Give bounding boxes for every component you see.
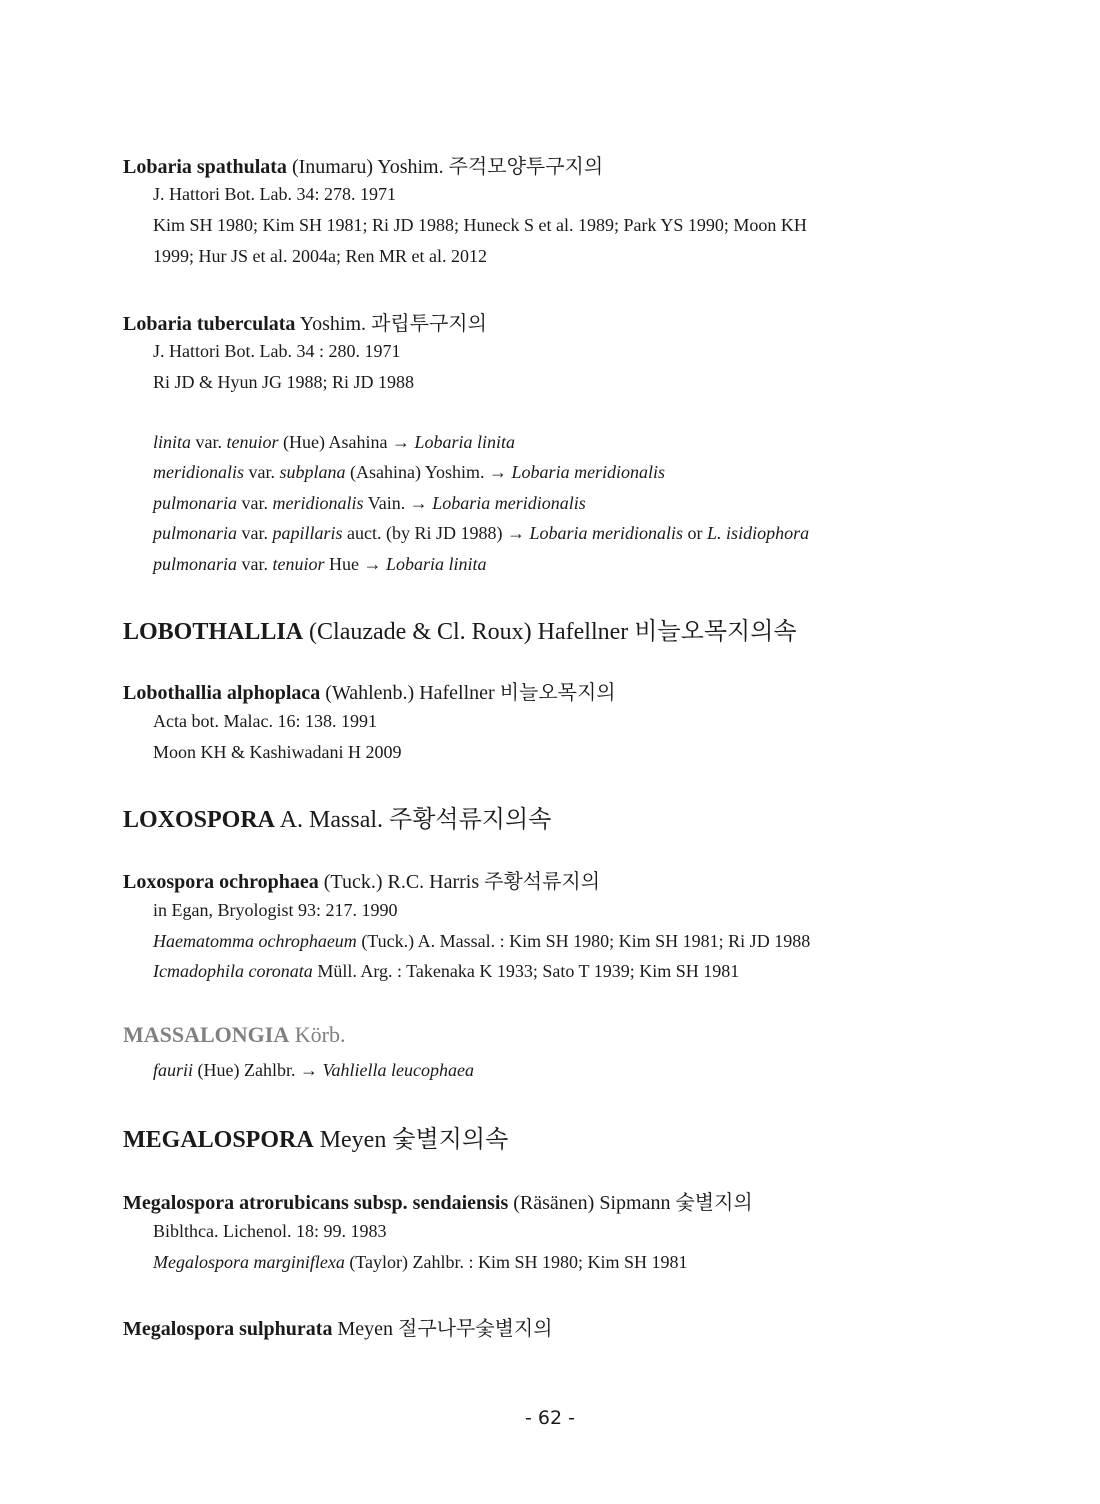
species-name: Megalospora sulphurata [123,1318,333,1340]
text-fragment: var. [195,432,223,452]
text-fragment: (Hue) Asahina [283,432,388,452]
korean-name: 주황석류지의속 [389,805,552,833]
publication-reference: J. Hattori Bot. Lab. 34 : 280. 1971 [153,341,401,361]
text-fragment: L. isidiophora [707,523,810,543]
text-fragment: pulmonaria [153,554,238,574]
text-fragment: (Hue) Zahlbr. [197,1060,296,1080]
literature-line: Moon KH & Kashiwadani H 2009 [153,742,402,762]
species-name: Lobothallia alphoplaca [123,682,321,704]
text-fragment: var. [241,554,269,574]
korean-name: 주걱모양투구지의 [448,154,604,178]
genus-heading [123,1022,345,1048]
genus-author: A. Massal. [279,807,384,833]
species-author: (Tuck.) R.C. Harris [323,871,480,893]
genus-name: LOBOTHALLIA [123,619,304,645]
text-fragment: or [687,523,703,543]
species-name: Lobaria spathulata [123,156,287,178]
synonym-line [153,554,487,575]
species-heading [123,865,600,894]
species-name: Loxospora ochrophaea [123,871,319,893]
synonym-line [153,432,515,453]
synonym-line [153,493,586,514]
genus-name: MASSALONGIA [123,1022,290,1047]
species-heading [123,150,603,179]
species-heading [123,1312,553,1341]
text-fragment: meridionalis [153,462,245,482]
text-fragment: Lobaria linita [386,554,487,574]
synonym-line [153,961,739,982]
text-fragment: linita [153,432,192,452]
species-heading [123,307,487,336]
text-fragment: var. [248,462,276,482]
genus-name: MEGALOSPORA [123,1127,314,1153]
species-author: (Inumaru) Yoshim. [291,156,444,178]
species-author: (Räsänen) Sipmann [513,1192,671,1214]
korean-name: 숯별지의 [675,1190,753,1214]
publication-reference: J. Hattori Bot. Lab. 34: 278. 1971 [153,184,396,204]
publication-reference: Acta bot. Malac. 16: 138. 1991 [153,711,377,731]
text-fragment: auct. (by Ri JD 1988) [347,523,503,543]
text-fragment: Megalospora marginiflexa [153,1252,345,1272]
text-fragment: tenuior [226,432,279,452]
text-fragment: Lobaria meridionalis [432,493,586,513]
genus-name: LOXOSPORA [123,807,276,833]
text-fragment: Lobaria linita [414,432,516,452]
korean-name: 절구나무숯별지의 [398,1316,553,1340]
text-fragment: var. [241,523,269,543]
publication-reference: Biblthca. Lichenol. 18: 99. 1983 [153,1221,387,1241]
arrow-icon: → [489,462,508,482]
text-fragment: Lobaria meridionalis [511,462,666,482]
species-heading [123,1186,753,1215]
genus-author: Körb. [294,1022,346,1047]
literature-line: Kim SH 1980; Kim SH 1981; Ri JD 1988; Huneck S et al. 1989; Park YS 1990; Moon KH [153,215,807,235]
genus-heading [123,799,551,834]
text-fragment: tenuior [272,554,325,574]
text-fragment: (Tuck.) A. Massal. : Kim SH 1980; Kim SH 1981; Ri JD 1988 [361,931,811,951]
species-author: (Wahlenb.) Hafellner [325,682,495,704]
text-fragment: var. [241,493,269,513]
synonym-line [153,1060,474,1081]
synonym-line [153,931,810,952]
species-author: Yoshim. [299,313,367,335]
text-fragment: Lobaria meridionalis [529,523,684,543]
text-fragment: pulmonaria [153,523,238,543]
text-fragment: Haematomma ochrophaeum [153,931,357,951]
text-fragment: Hue [329,554,360,574]
genus-heading [123,1119,508,1154]
species-author: Meyen [337,1318,394,1340]
arrow-icon: → [507,523,526,543]
genus-author: (Clauzade & Cl. Roux) Hafellner [309,619,629,645]
text-fragment: Vain. [367,493,406,513]
arrow-icon: → [363,554,382,574]
arrow-icon: → [391,432,410,452]
species-heading [123,676,616,705]
text-fragment: (Asahina) Yoshim. [350,462,485,482]
publication-reference: in Egan, Bryologist 93: 217. 1990 [153,900,398,920]
text-fragment: Icmadophila coronata [153,961,313,981]
literature-line: 1999; Hur JS et al. 2004a; Ren MR et al. 2012 [153,246,487,266]
arrow-icon: → [409,493,428,513]
arrow-icon: → [299,1060,318,1080]
text-fragment: pulmonaria [153,493,238,513]
korean-name: 과립투구지의 [371,311,487,335]
text-fragment: papillaris [272,523,343,543]
text-fragment: Müll. Arg. : Takenaka K 1933; Sato T 1939; Kim SH 1981 [317,961,740,981]
synonym-line [153,462,665,483]
korean-name: 숯별지의속 [392,1125,509,1153]
species-name: Megalospora atrorubicans subsp. sendaiensis [123,1192,509,1214]
species-name: Lobaria tuberculata [123,313,296,335]
genus-heading [123,611,797,646]
literature-line: Ri JD & Hyun JG 1988; Ri JD 1988 [153,372,415,392]
genus-author: Meyen [319,1127,387,1153]
text-fragment: faurii [153,1060,194,1080]
korean-name: 주황석류지의 [484,869,601,893]
text-fragment: (Taylor) Zahlbr. : Kim SH 1980; Kim SH 1981 [349,1252,688,1272]
text-fragment: Vahliella leucophaea [322,1060,474,1080]
page-number: - 62 - [525,1407,575,1429]
synonym-line [153,1252,688,1273]
korean-name: 비늘오목지의속 [634,617,797,645]
korean-name: 비늘오목지의 [499,680,616,704]
text-fragment: subplana [279,462,346,482]
text-fragment: meridionalis [272,493,364,513]
synonym-line [153,523,809,544]
